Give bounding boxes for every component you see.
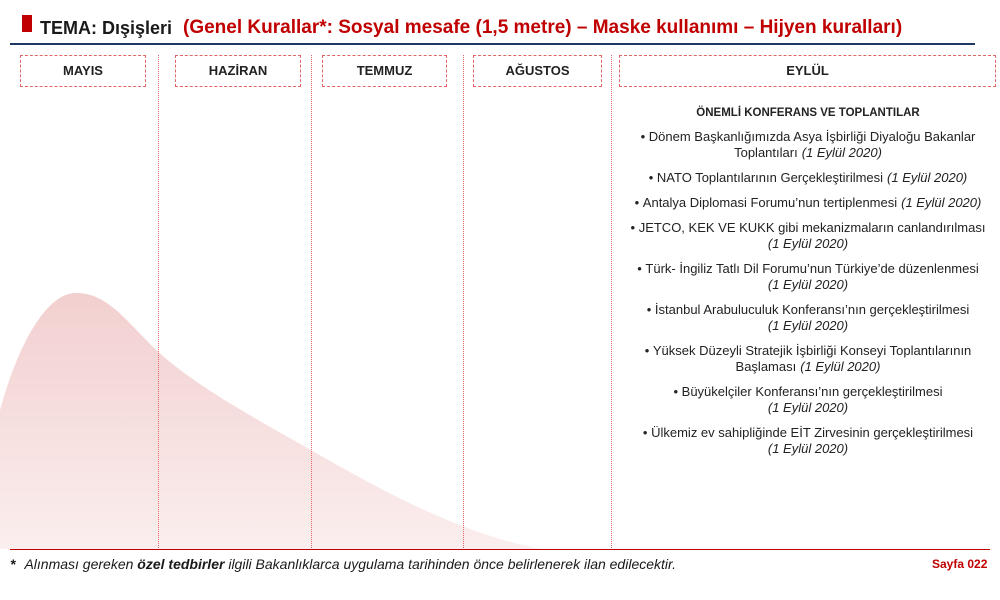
- footnote-asterisk: *: [10, 556, 16, 572]
- month-header-august: AĞUSTOS: [473, 55, 602, 87]
- item-date: (1 Eylül 2020): [800, 359, 881, 374]
- month-header-may: MAYIS: [20, 55, 146, 87]
- item-text-continued: Toplantıları: [734, 145, 798, 160]
- item-date: (1 Eylül 2020): [767, 400, 849, 415]
- column-divider: [611, 55, 612, 548]
- list-item: [620, 129, 996, 161]
- page-title: TEMA: Dışişleri: [40, 18, 173, 38]
- general-rules-subtitle: (Genel Kurallar*: Sosyal mesafe (1,5 metre) – Maske kullanımı – Hijyen kuralları): [183, 17, 903, 38]
- list-item: [620, 195, 996, 211]
- september-column-content: [620, 105, 996, 466]
- item-date: (1 Eylül 2020): [901, 195, 982, 210]
- event-list: [620, 129, 996, 457]
- month-header-september: EYLÜL: [619, 55, 996, 87]
- item-text: Yüksek Düzeyli Stratejik İşbirliği Konseyi Toplantılarının: [652, 343, 972, 358]
- item-date: (1 Eylül 2020): [767, 236, 849, 251]
- footer-divider-line: [10, 549, 990, 550]
- footnote: [10, 555, 676, 573]
- item-date: (1 Eylül 2020): [767, 277, 849, 292]
- column-divider: [463, 55, 464, 548]
- month-header-june: HAZİRAN: [175, 55, 301, 87]
- item-text: Antalya Diplomasi Forumu’nun tertiplenmesi: [642, 195, 898, 210]
- list-item: [620, 220, 996, 252]
- footnote-emphasis: özel tedbirler: [137, 556, 225, 572]
- month-header-july: TEMMUZ: [322, 55, 447, 87]
- header-divider-line: [10, 43, 975, 45]
- item-text: İstanbul Arabuluculuk Konferansı’nın gerçekleştirilmesi: [654, 302, 970, 317]
- column-divider: [158, 55, 159, 548]
- footnote-text-before: Alınması gereken: [24, 556, 138, 572]
- list-item: [620, 384, 996, 416]
- list-item: [620, 261, 996, 293]
- item-text: Ülkemiz ev sahipliğinde EİT Zirvesinin gerçekleştirilmesi: [651, 425, 974, 440]
- item-text: JETCO, KEK VE KUKK gibi mekanizmaların canlandırılması: [638, 220, 986, 235]
- item-date: (1 Eylül 2020): [767, 441, 849, 456]
- list-item: [620, 425, 996, 457]
- item-text-continued: Başlaması: [735, 359, 797, 374]
- item-text: Dönem Başkanlığımızda Asya İşbirliği Diyaloğu Bakanlar: [648, 129, 976, 144]
- item-text: NATO Toplantılarının Gerçekleştirilmesi: [656, 170, 884, 185]
- item-date: (1 Eylül 2020): [767, 318, 849, 333]
- item-date: (1 Eylül 2020): [887, 170, 968, 185]
- item-text: Büyükelçiler Konferansı’nın gerçekleştirilmesi: [681, 384, 943, 399]
- title-marker-square: [22, 15, 32, 32]
- list-item: [620, 170, 996, 186]
- list-item: [620, 302, 996, 334]
- section-heading: ÖNEMLİ KONFERANS VE TOPLANTILAR: [696, 107, 920, 119]
- page-number: Sayfa 022: [932, 557, 988, 571]
- item-text: Türk- İngiliz Tatlı Dil Forumu’nun Türkiye’de düzenlenmesi: [645, 261, 979, 276]
- column-divider: [311, 55, 312, 548]
- curve-shape: [0, 293, 540, 549]
- list-item: [620, 343, 996, 375]
- item-date: (1 Eylül 2020): [801, 145, 882, 160]
- footnote-text-after: ilgili Bakanlıklarca uygulama tarihinden önce belirlenerek ilan edilecektir.: [224, 556, 677, 572]
